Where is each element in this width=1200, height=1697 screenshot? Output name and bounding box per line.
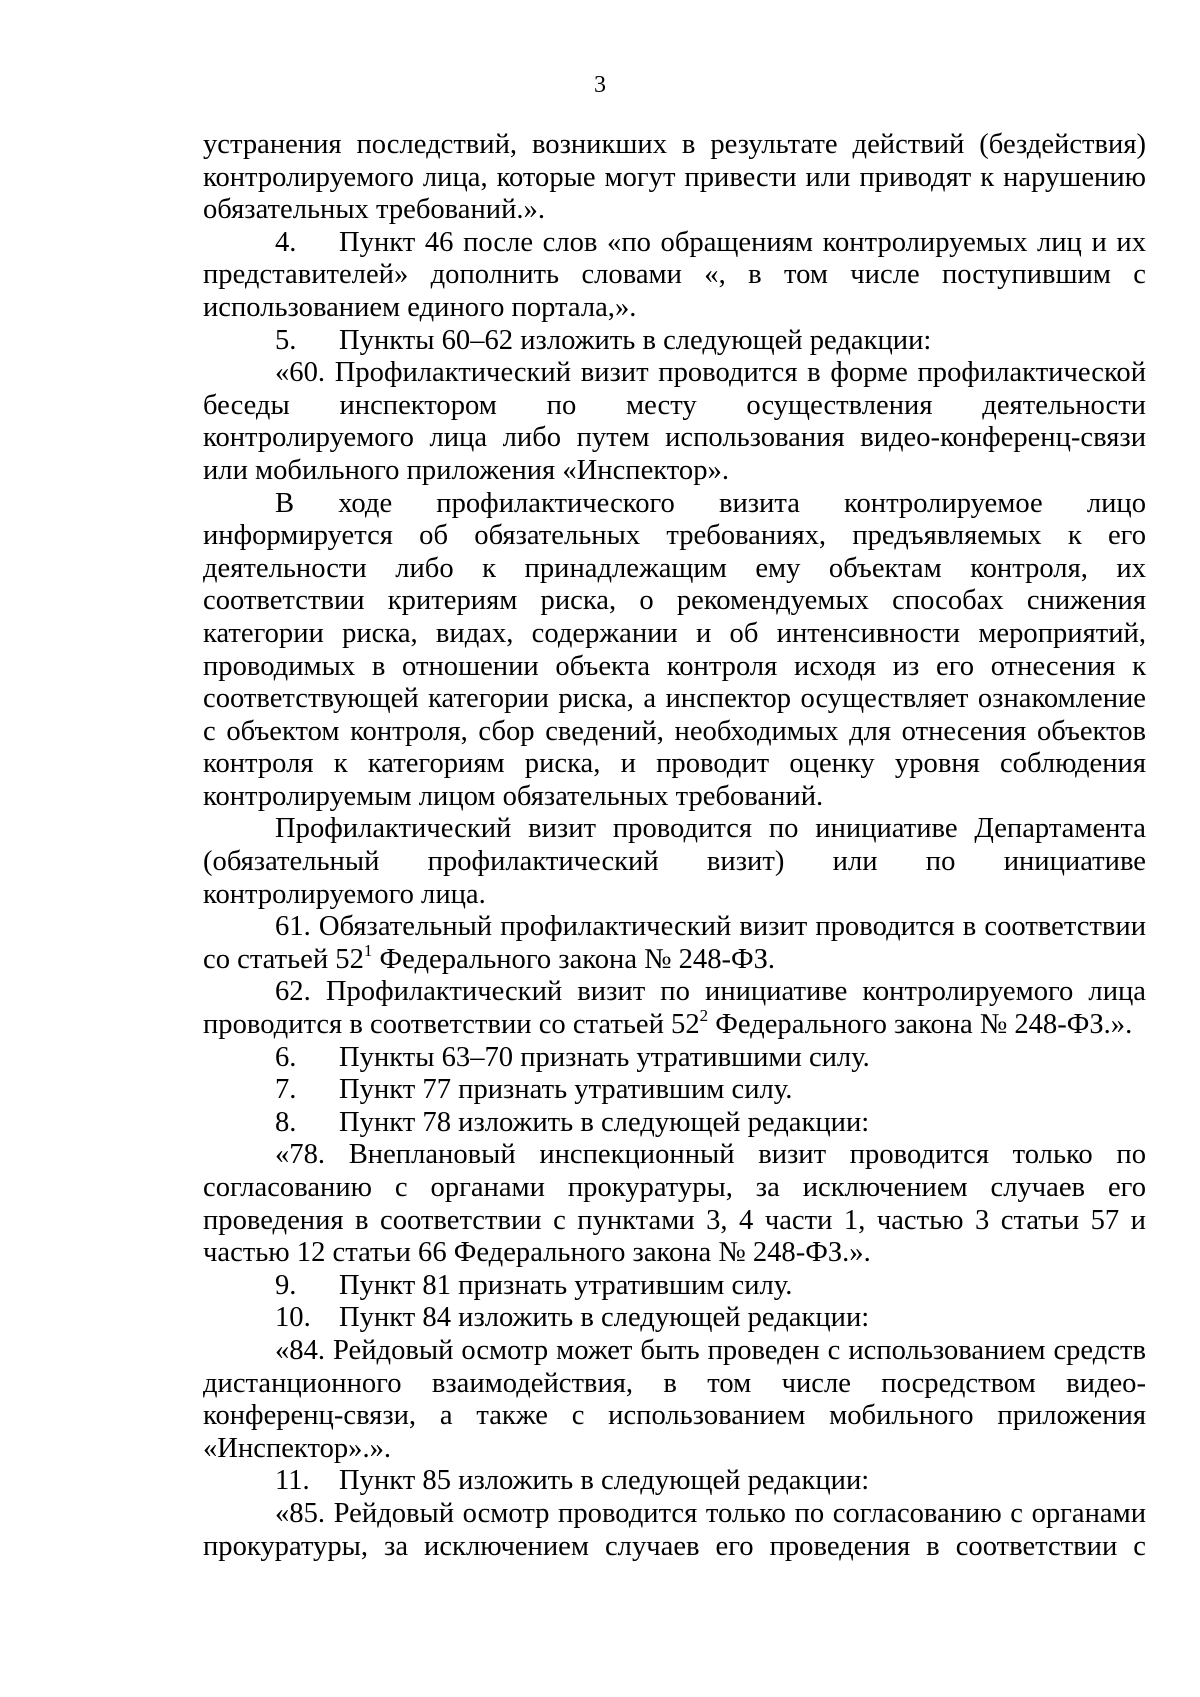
paragraph-text: Федерального закона № 248-ФЗ. [372,943,776,975]
item-text: Пункты 60–62 изложить в следующей редакции: [339,324,932,356]
numbered-item-10 [203,1302,1146,1335]
item-number: 9. [275,1269,297,1301]
paragraph-62 [203,976,1146,1041]
paragraph-continuation: устранения последствий, возникших в результате действий (бездействия) контролируемого лица, которые могут привести или приводят к нарушению обязательных требований.». [203,129,1146,226]
item-text: Пункты 63–70 признать утратившими силу. [339,1041,870,1073]
superscript: 1 [363,940,373,960]
paragraph-visit-info: В ходе профилактического визита контролируемое лицо информируется об обязательных требованиях, предъявляемых к его деятельности либо к принадлежащим ему объектам контроля, их соответствии критериям риска, о рекомендуемых способах снижения категории риска, видах, содержании и об интенсивности мероприятий, проводимых в отношении объекта контроля исходя из его отнесения к соответствующей категории риска, а инспектор осуществляет ознакомление с объектом контроля, сбор сведений, необходимых для отнесения объектов контроля к категориям риска, и проводит оценку уровня соблюдения контролируемым лицом обязательных требований. [203,487,1146,812]
item-text: Пункт 77 признать утратившим силу. [339,1074,793,1106]
numbered-item-11 [203,1465,1146,1498]
numbered-item-5 [203,325,1146,358]
paragraph-78: «78. Внеплановый инспекционный визит проводится только по согласованию с органами прокуратуры, за исключением случаев его проведения в соответствии с пунктами 3, 4 части 1, частью 3 статьи 57 и частью 12 статьи 66 Федерального закона № 248-ФЗ.». [203,1139,1146,1269]
numbered-item-6 [203,1042,1146,1075]
item-number: 10. [275,1302,311,1334]
paragraph-text: Федерального закона № 248-ФЗ.». [708,1009,1133,1041]
numbered-item-9 [203,1270,1146,1303]
item-number: 5. [275,324,297,356]
paragraph-61 [203,911,1146,976]
numbered-item-4 [203,227,1146,325]
numbered-item-8 [203,1107,1146,1140]
paragraph-visit-initiative: Профилактический визит проводится по инициативе Департамента (обязательный профилактический визит) или по инициативе контролируемого лица. [203,813,1146,910]
item-text: Пункт 84 изложить в следующей редакции: [339,1302,870,1334]
document-body [203,129,1146,1563]
paragraph-text: 61. Обязательный профилактический визит проводится в соответствии со статьей 52 [203,911,1146,975]
item-text: Пункт 46 после слов «по обращениям контролируемых лиц и их представителей» дополнить словами «, в том числе поступившим с использованием единого портала,». [203,226,1146,323]
item-number: 7. [275,1074,297,1106]
paragraph-84: «84. Рейдовый осмотр может быть проведен с использованием средств дистанционного взаимодействия, в том числе посредством видео-конференц-связи, а также с использованием мобильного приложения «Инспектор».». [203,1334,1146,1464]
numbered-item-7 [203,1074,1146,1107]
item-text: Пункт 78 изложить в следующей редакции: [339,1106,870,1138]
superscript: 2 [699,1006,709,1026]
item-text: Пункт 81 признать утратившим силу. [339,1269,793,1301]
item-number: 4. [275,226,297,258]
page-number: 3 [594,72,606,98]
item-text: Пункт 85 изложить в следующей редакции: [339,1465,870,1497]
paragraph-85: «85. Рейдовый осмотр проводится только по согласованию с органами прокуратуры, за исключением случаев его проведения в соответствии с [203,1497,1146,1562]
item-number: 8. [275,1106,297,1138]
item-number: 6. [275,1041,297,1073]
item-number: 11. [275,1465,310,1497]
paragraph-60: «60. Профилактический визит проводится в форме профилактической беседы инспектором по месту осуществления деятельности контролируемого лица либо путем использования видео-конференц-связи или мобильного приложения «Инспектор». [203,357,1146,486]
paragraph-text: 62. Профилактический визит по инициативе контролируемого лица проводится в соответствии со статьей 52 [203,976,1146,1041]
